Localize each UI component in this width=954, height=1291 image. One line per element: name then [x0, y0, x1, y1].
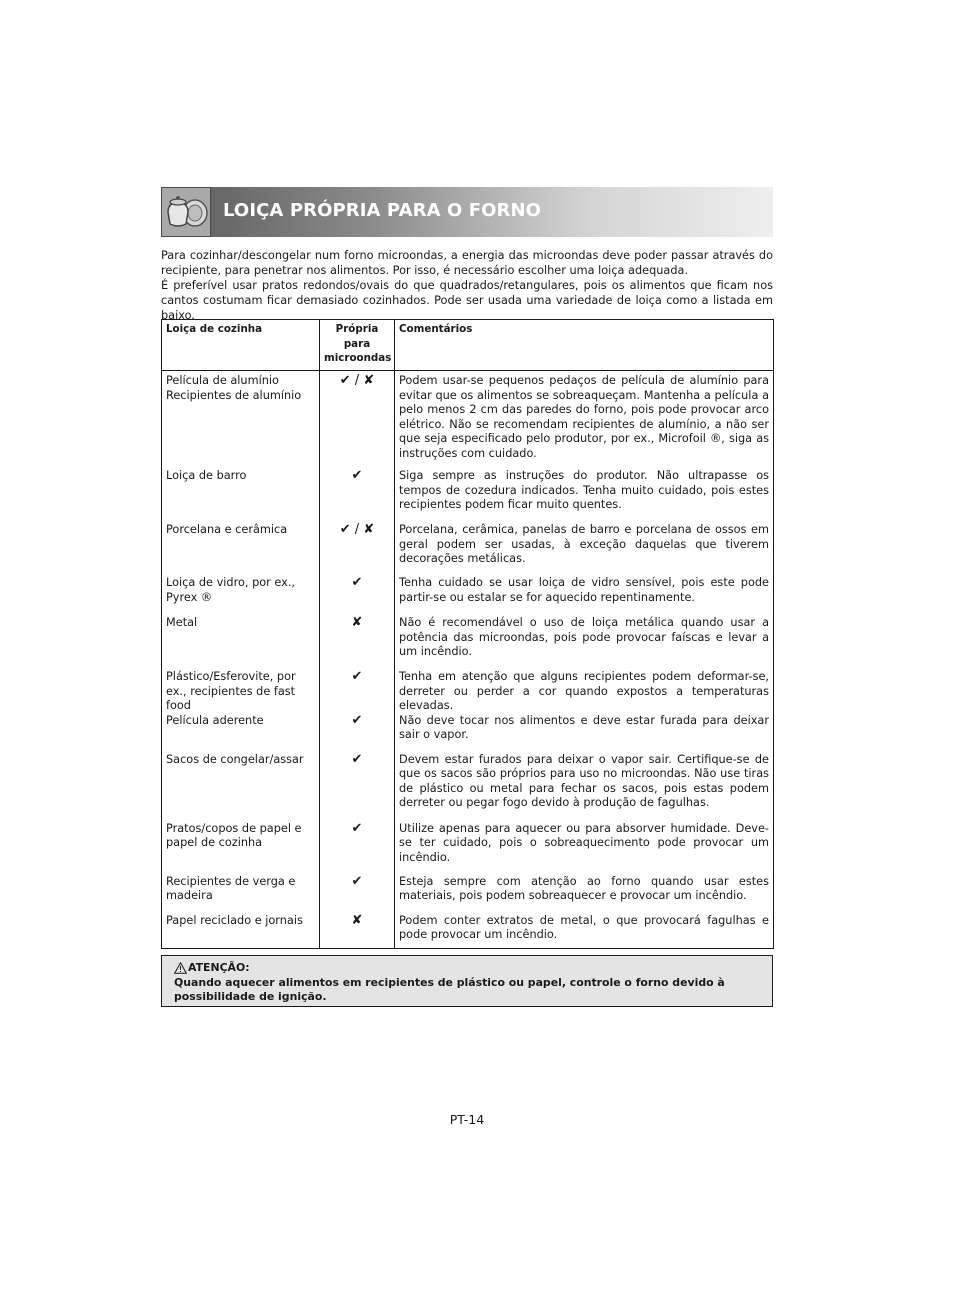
comment-cell: Tenha cuidado se usar loiça de vidro sensível, pois este pode partir-se ou estalar se for aquecido repentinamente. [395, 576, 774, 616]
suitability-mark: ✔ [320, 753, 395, 822]
suitability-mark: ✔ [320, 576, 395, 616]
table-header-row [162, 320, 774, 371]
comment-cell: Podem usar-se pequenos pedaços de película de alumínio para evitar que os alimentos se sobreaqueçam. Mantenha a película a pelo menos 2 cm das paredes do forno, pois pode provocar arco elétrico. Não se recomendam recipientes de alumínio, a não ser que seja especificado pelo produtor, por ex., Microfoil ®, siga as instruções com cuidado. [395, 371, 774, 470]
comment-cell: Esteja sempre com atenção ao forno quando usar estes materiais, pois podem sobreaquecer e provocar um incêndio. [395, 875, 774, 914]
cookware-name: Película aderente [162, 714, 320, 753]
header-cookware: Loiça de cozinha [162, 320, 320, 371]
comment-cell: Podem conter extratos de metal, o que provocará fagulhas e pode provocar um incêndio. [395, 914, 774, 949]
warning-triangle-icon [174, 962, 187, 974]
table-row [162, 469, 774, 523]
cookware-name: Porcelana e cerâmica [162, 523, 320, 576]
intro-paragraph: É preferível usar pratos redondos/ovais do que quadrados/retangulares, pois os alimentos que ficam nos cantos costumam ficar demasiado cozinhados. Pode ser usada uma variedade de loiça como a listada em baixo. [161, 279, 773, 322]
comment-cell: Tenha em atenção que alguns recipientes podem deformar-se, derreter ou perder a cor quando expostos a temperaturas elevadas. [395, 670, 774, 714]
suitability-mark: ✘ [320, 914, 395, 949]
suitability-mark: ✔ [320, 875, 395, 914]
table-row [162, 753, 774, 822]
suitability-mark: ✘ [320, 616, 395, 670]
header-comments: Comentários [395, 320, 774, 371]
intro-text [161, 248, 773, 323]
table-row [162, 914, 774, 949]
cookware-name: Recipientes de verga e madeira [162, 875, 320, 914]
suitability-mark: ✔ / ✘ [320, 371, 395, 470]
comment-cell: Não é recomendável o uso de loiça metálica quando usar a potência das microondas, pois pode provocar faíscas e levar a um incêndio. [395, 616, 774, 670]
cookware-name: Pratos/copos de papel e papel de cozinha [162, 822, 320, 875]
cookware-table [161, 319, 774, 949]
suitability-mark: ✔ [320, 469, 395, 523]
comment-cell: Devem estar furados para deixar o vapor sair. Certifique-se de que os sacos são próprios para uso no microondas. Não use tiras de plástico ou metal para fechar os sacos, pois estas podem derreter ou pegar fogo devido à produção de fagulhas. [395, 753, 774, 822]
table-row [162, 670, 774, 714]
suitability-mark: ✔ / ✘ [320, 523, 395, 576]
cookware-name: Sacos de congelar/assar [162, 753, 320, 822]
table-row [162, 371, 774, 470]
cookware-name: Loiça de barro [162, 469, 320, 523]
cookware-icon [161, 187, 211, 237]
comment-cell: Utilize apenas para aquecer ou para absorver humidade. Deve-se ter cuidado, pois o sobreaquecimento pode provocar um incêndio. [395, 822, 774, 875]
cookware-name: Metal [162, 616, 320, 670]
suitability-mark: ✔ [320, 714, 395, 753]
comment-cell: Siga sempre as instruções do produtor. Não ultrapasse os tempos de cozedura indicados. Tenha muito cuidado, pois estes recipientes podem ficar muito quentes. [395, 469, 774, 523]
header-suitable: Própria para microondas [320, 320, 395, 371]
comment-cell: Porcelana, cerâmica, panelas de barro e porcelana de ossos em geral podem ser usadas, à exceção daquelas que tiverem decorações metálicas. [395, 523, 774, 576]
intro-paragraph: Para cozinhar/descongelar num forno microondas, a energia das microondas deve poder passar através do recipiente, para penetrar nos alimentos. Por isso, é necessário escolher uma loiça adequada. [161, 249, 773, 277]
comment-cell: Não deve tocar nos alimentos e deve estar furada para deixar sair o vapor. [395, 714, 774, 753]
table-row [162, 822, 774, 875]
warning-box [161, 955, 773, 1007]
table-row [162, 875, 774, 914]
table-row [162, 523, 774, 576]
suitability-mark: ✔ [320, 822, 395, 875]
cookware-name: Loiça de vidro, por ex., Pyrex ® [162, 576, 320, 616]
table-row [162, 714, 774, 753]
section-header [161, 187, 773, 237]
cookware-name: Papel reciclado e jornais [162, 914, 320, 949]
cookware-name: Película de alumínio Recipientes de alumínio [162, 371, 320, 470]
cookware-name: Plástico/Esferovite, por ex., recipientes de fast food [162, 670, 320, 714]
table-row [162, 576, 774, 616]
suitability-mark: ✔ [320, 670, 395, 714]
page-number: PT-14 [449, 1112, 485, 1127]
table-row [162, 616, 774, 670]
page-title: LOIÇA PRÓPRIA PARA O FORNO [223, 200, 542, 221]
warning-title: ATENÇÃO: [188, 961, 250, 974]
warning-text: Quando aquecer alimentos em recipientes de plástico ou papel, controle o forno devido à possibilidade de ignição. [174, 975, 725, 1003]
